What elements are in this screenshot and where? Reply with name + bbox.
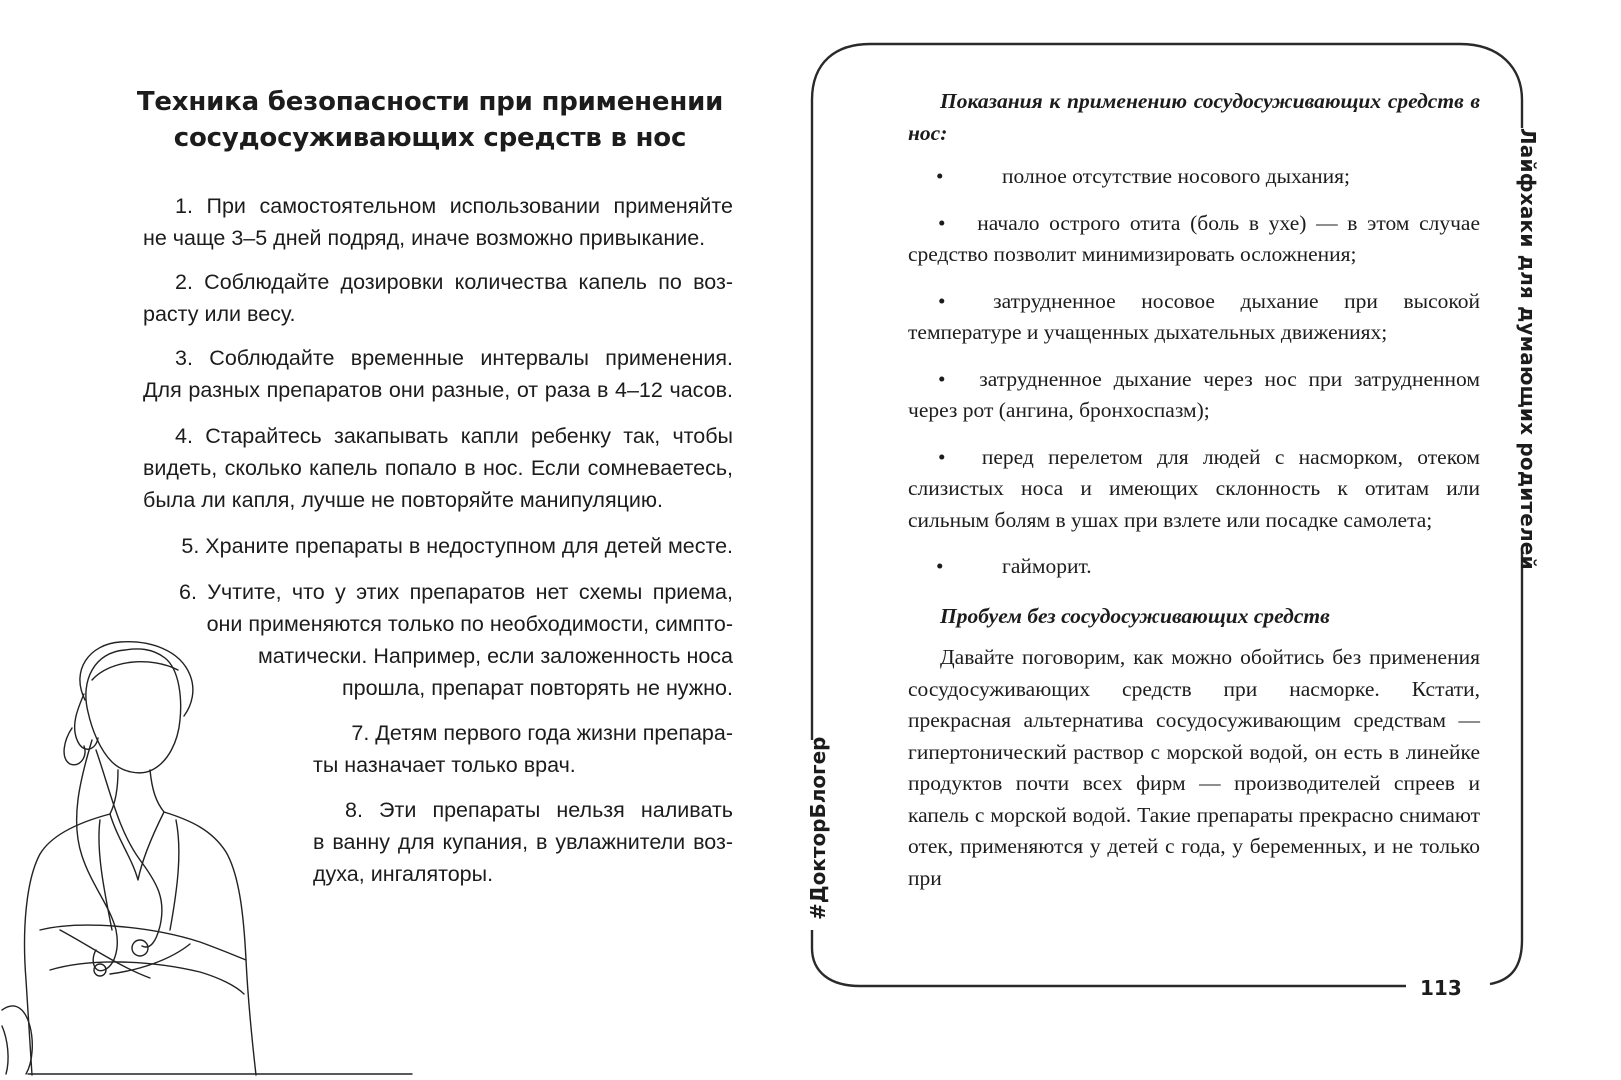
left-page	[0, 0, 790, 1080]
rule-line: в ванну для купания, в увлажнители воз-	[313, 830, 733, 854]
right-page	[800, 0, 1621, 1080]
hashtag-label: #ДокторБлогер	[806, 736, 830, 920]
rule-line: матически. Например, если заложенность носа	[257, 644, 733, 668]
rule-item	[143, 266, 733, 330]
rule-line: Для разных препаратов они разные, от раза в 4–12 часов.	[143, 378, 733, 402]
list-item-text: гайморит.	[1002, 554, 1092, 578]
rule-line: 6. Учтите, что у этих препаратов нет схемы приема,	[179, 580, 733, 604]
list-item-text: затрудненное дыхание через нос при затрудненном через рот (ангина, бронхоспазм);	[908, 366, 1481, 422]
rule-line: прошла, препарат повторять не нужно.	[341, 676, 733, 700]
list-item-text: начало острого отита (боль в ухе) — в этом случае средство позволит минимизировать осложнения;	[908, 210, 1481, 266]
list-item-text: перед перелетом для людей с насморком, отеком слизистых носа и имеющих склонность к отитам или сильным болям в ушах при взлете или посадке самолета;	[908, 444, 1481, 532]
article-body	[908, 86, 1480, 894]
rule-item	[143, 190, 733, 254]
bullet-dot-icon: •	[938, 444, 946, 469]
rule-line: была ли капля, лучше не повторяйте манипуляцию.	[143, 488, 664, 512]
rule-line: расту или весу.	[143, 302, 296, 326]
bullet-dot-icon: •	[936, 164, 944, 188]
rule-line: ты назначает только врач.	[313, 753, 576, 777]
rule-line: 8. Эти препараты нельзя наливать	[345, 798, 733, 822]
rule-item	[143, 530, 733, 562]
list-item	[908, 551, 1480, 583]
rule-line: видеть, сколько капель попало в нос. Если сомневаетесь,	[143, 456, 733, 480]
rule-item	[143, 420, 733, 516]
bullet-dot-icon: •	[938, 288, 946, 313]
rule-line: 5. Храните препараты в недоступном для детей месте.	[181, 534, 733, 558]
list-item	[908, 208, 1480, 271]
rule-line: 7. Детям первого года жизни препара-	[351, 721, 733, 745]
body-paragraph: Давайте поговорим, как можно обойтись без применения сосудосуживающих средств при насморке. Кстати, прекрасная альтернатива сосудосуживающим средствам — гипертонический раствор с морской водой, он есть в линейке продуктов почти всех фирм — производителей спреев и капель с морской водой. Такие препараты прекрасно снимают отек, применяются у детей с года, у беременных, и не только при	[908, 645, 1480, 890]
rule-item	[143, 342, 733, 406]
page-number: 113	[1420, 976, 1462, 1000]
indications-heading: Показания к применению сосудосуживающих средств в нос:	[908, 89, 1480, 145]
doctor-line-art-icon	[0, 630, 440, 1080]
rule-line: 2. Соблюдайте дозировки количества капель по воз-	[175, 270, 733, 294]
list-item	[908, 442, 1480, 537]
bullet-dot-icon: •	[938, 366, 946, 391]
heading-line: сосудосуживающих средств в нос	[173, 123, 687, 153]
running-title: Лайфхаки для думающих родителей	[1516, 128, 1540, 570]
rule-line: 3. Соблюдайте временные интервалы применения.	[175, 346, 733, 370]
heading-line: Техника безопасности при применении	[136, 87, 724, 117]
rule-line: они применяются только по необходимости, симпто-	[206, 612, 733, 636]
rule-line: не чаще 3–5 дней подряд, иначе возможно привыкание.	[143, 226, 706, 250]
list-item-text: полное отсутствие носового дыхания;	[1002, 164, 1350, 188]
list-item	[908, 286, 1480, 349]
rule-line: 4. Старайтесь закапывать капли ребенку так, чтобы	[175, 424, 733, 448]
rule-line: духа, ингаляторы.	[313, 862, 494, 886]
section-subheading: Пробуем без сосудосуживающих средств	[940, 603, 1330, 628]
list-item	[908, 161, 1480, 193]
rule-line: 1. При самостоятельном использовании применяйте	[175, 194, 733, 218]
list-item	[908, 364, 1480, 427]
bullet-dot-icon: •	[936, 554, 944, 578]
list-item-text: затрудненное носовое дыхание при высокой температуре и учащенных дыхательных движениях;	[908, 288, 1480, 344]
bullet-dot-icon: •	[938, 210, 946, 235]
